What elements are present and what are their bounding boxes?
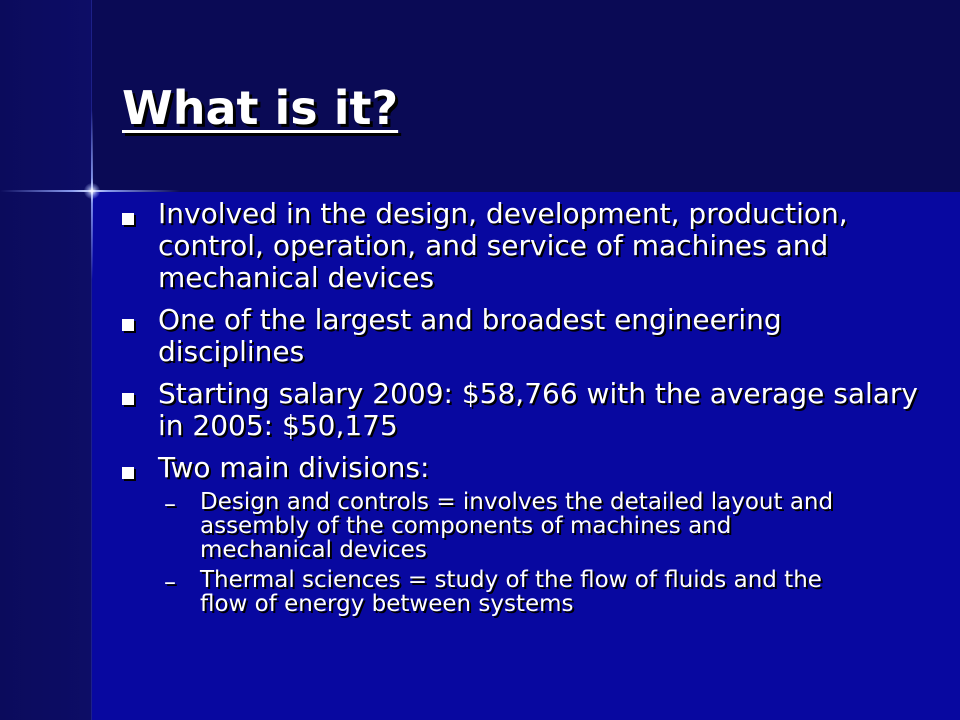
sub-bullet-item <box>158 490 920 562</box>
sub-bullet-list <box>158 490 920 616</box>
square-bullet-icon <box>122 319 134 331</box>
square-bullet-icon <box>122 213 134 225</box>
square-bullet-icon <box>122 467 134 479</box>
glow-star-icon <box>84 183 100 199</box>
sub-bullet-text: Thermal sciences = study of the flow of fluids and the flow of energy between systems <box>200 567 822 617</box>
bullet-list <box>120 198 920 626</box>
slide-title: What is it? <box>122 81 399 135</box>
left-band <box>0 0 92 720</box>
dash-bullet-icon: – <box>164 568 176 596</box>
bullet-text: Two main divisions: <box>158 451 430 484</box>
bullet-text: One of the largest and broadest engineering disciplines <box>158 303 782 368</box>
square-bullet-icon <box>122 393 134 405</box>
sub-bullet-item <box>158 568 920 616</box>
bullet-item <box>120 378 920 442</box>
bullet-item <box>120 198 920 294</box>
bullet-item <box>120 304 920 368</box>
bullet-text: Starting salary 2009: $58,766 with the average salary in 2005: $50,175 <box>158 377 918 442</box>
bullet-item <box>120 452 920 616</box>
sub-bullet-text: Design and controls = involves the detailed layout and assembly of the components of machines and mechanical devices <box>200 489 834 563</box>
divider-line <box>91 0 92 720</box>
dash-bullet-icon: – <box>164 490 176 518</box>
bullet-text: Involved in the design, development, production, control, operation, and service of machines and mechanical devices <box>158 197 848 294</box>
